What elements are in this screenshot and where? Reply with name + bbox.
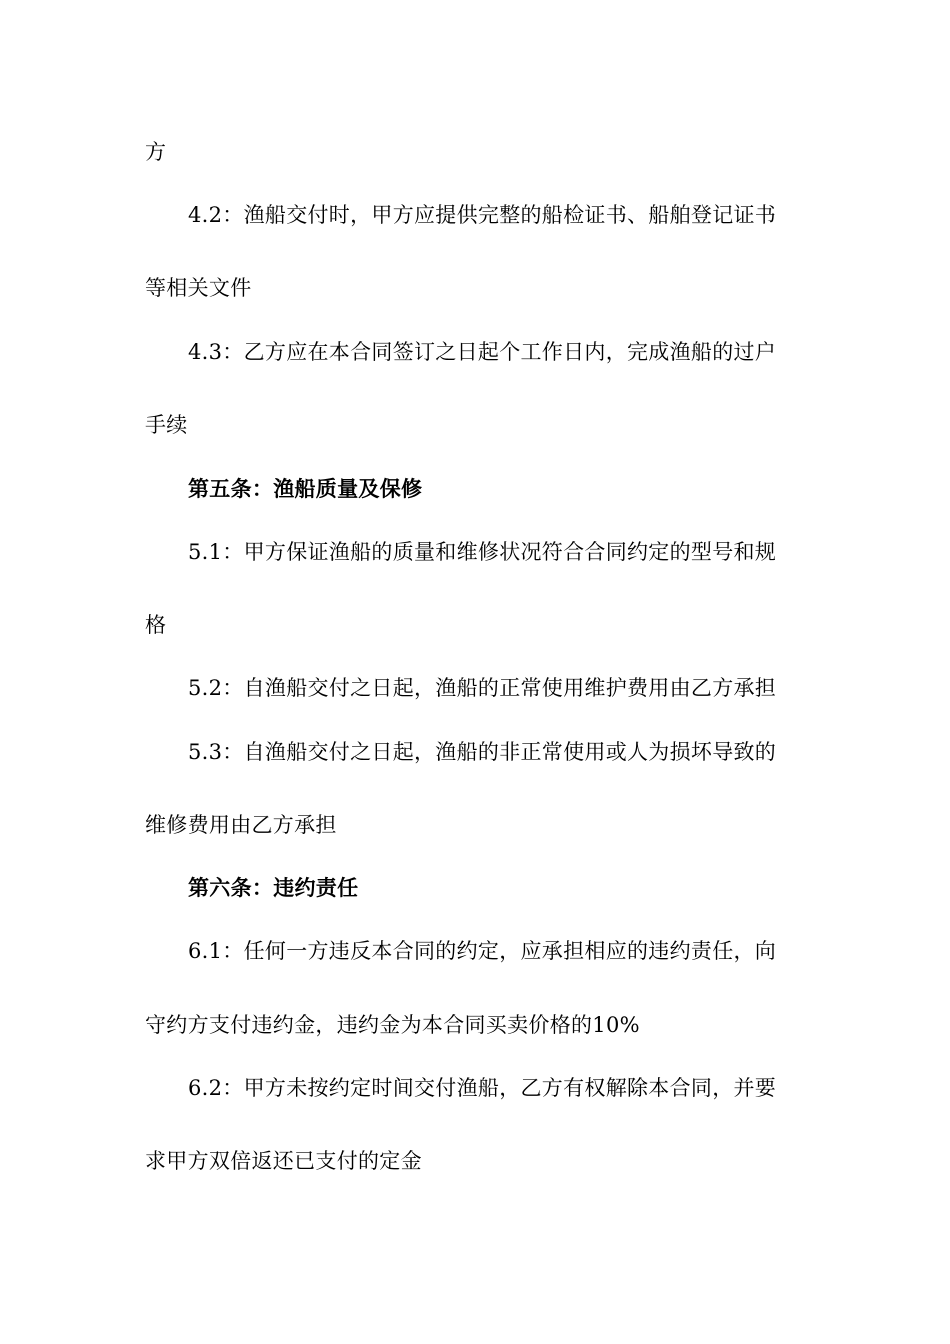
text-line-continuation: 维修费用由乙方承担 bbox=[145, 813, 337, 837]
clause-4-2: 4.2：渔船交付时，甲方应提供完整的船检证书、船舶登记证书 bbox=[188, 203, 777, 227]
clause-5-2: 5.2：自渔船交付之日起，渔船的正常使用维护费用由乙方承担 bbox=[188, 676, 777, 700]
text-line-continuation: 格 bbox=[145, 613, 167, 637]
clause-6-2: 6.2：甲方未按约定时间交付渔船，乙方有权解除本合同，并要 bbox=[188, 1076, 777, 1100]
clause-5-3: 5.3：自渔船交付之日起，渔船的非正常使用或人为损坏导致的 bbox=[188, 740, 777, 764]
clause-4-3: 4.3：乙方应在本合同签订之日起个工作日内，完成渔船的过户 bbox=[188, 340, 777, 364]
section-heading-6: 第六条：违约责任 bbox=[188, 875, 359, 900]
text-line-continuation: 求甲方双倍返还已支付的定金 bbox=[145, 1149, 422, 1173]
text-line-continuation: 守约方支付违约金，违约金为本合同买卖价格的10% bbox=[145, 1013, 640, 1037]
text-line-continuation: 等相关文件 bbox=[145, 276, 252, 300]
section-heading-5: 第五条：渔船质量及保修 bbox=[188, 476, 423, 501]
clause-5-1: 5.1：甲方保证渔船的质量和维修状况符合合同约定的型号和规 bbox=[188, 540, 777, 564]
clause-6-1: 6.1：任何一方违反本合同的约定，应承担相应的违约责任，向 bbox=[188, 939, 777, 963]
text-line-continuation: 手续 bbox=[145, 413, 188, 437]
text-line-continuation: 方 bbox=[145, 140, 167, 164]
